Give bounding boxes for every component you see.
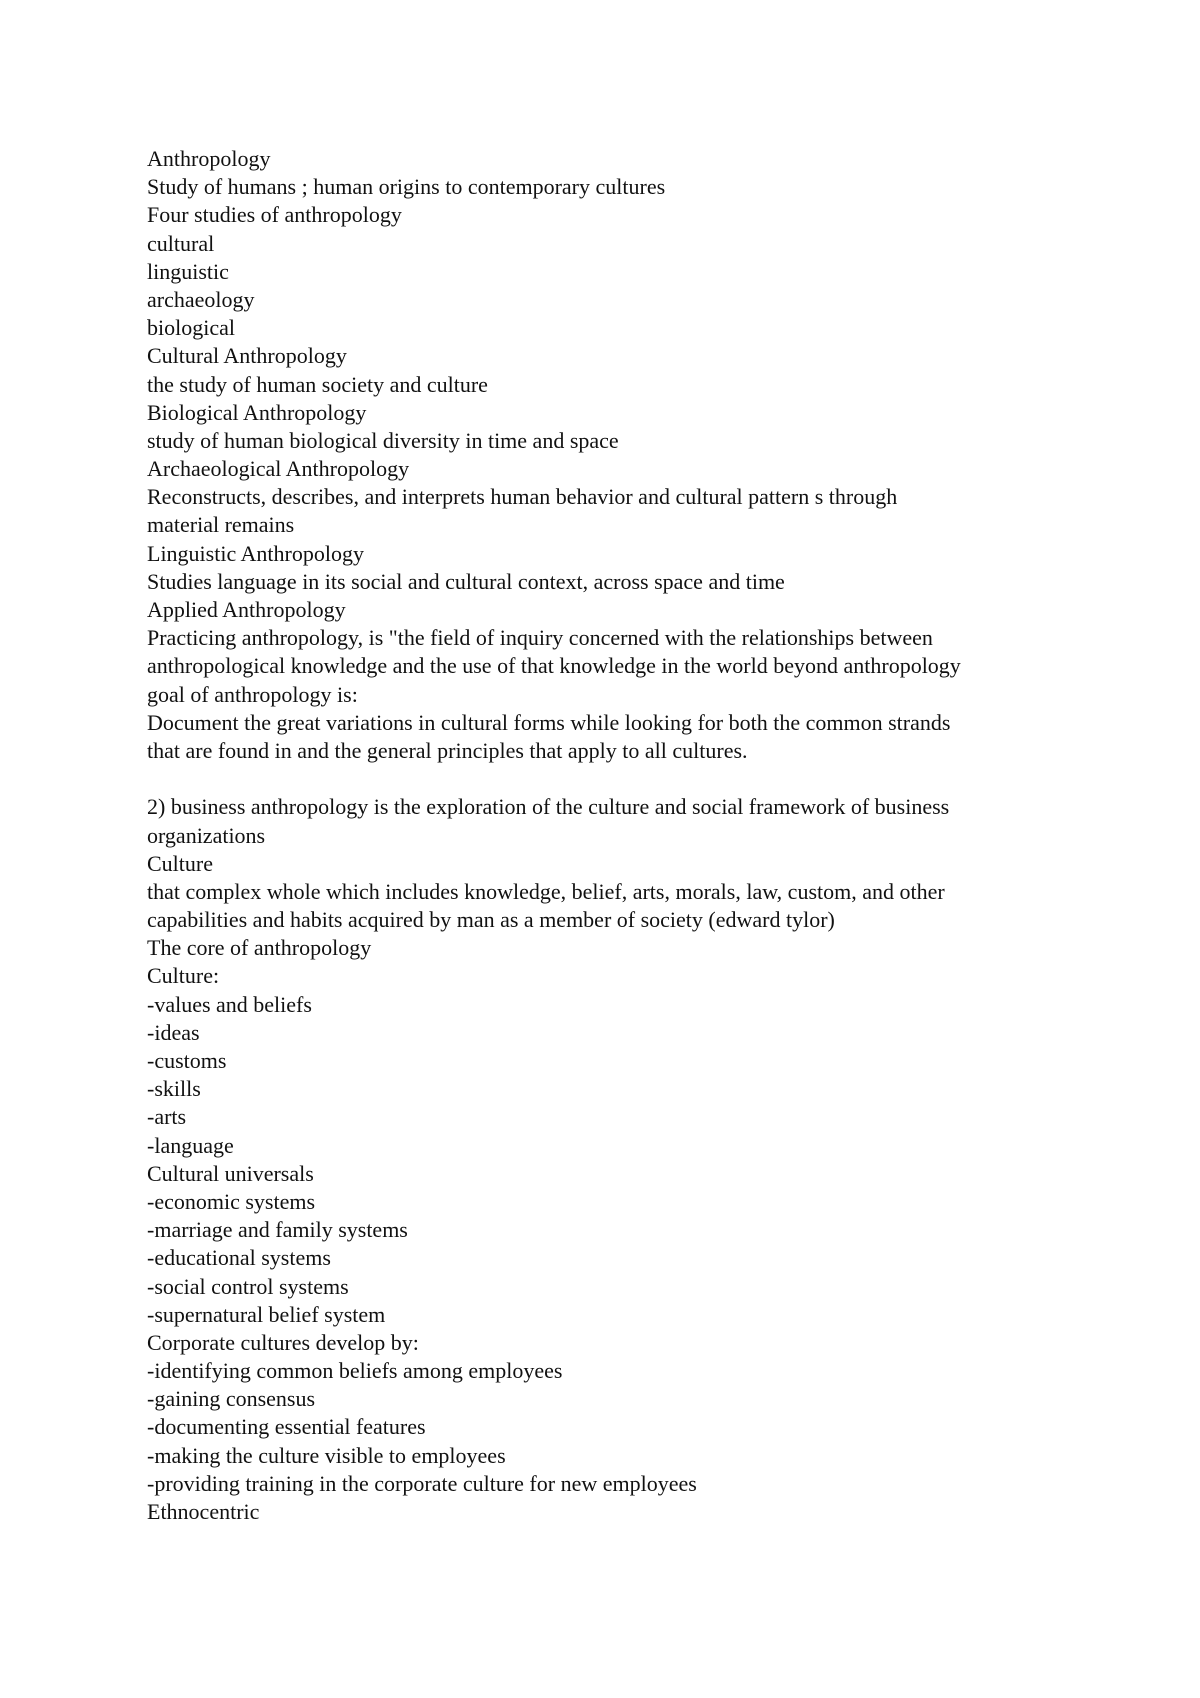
text-line: Archaeological Anthropology	[147, 456, 410, 482]
text-line: Reconstructs, describes, and interprets human behavior and cultural pattern s through	[147, 484, 898, 510]
text-line: Document the great variations in cultural forms while looking for both the common strands	[147, 709, 951, 735]
text-line: -social control systems	[147, 1273, 349, 1299]
text-line: -identifying common beliefs among employees	[147, 1358, 563, 1384]
text-line: archaeology	[147, 286, 255, 312]
text-line: Culture:	[147, 963, 220, 989]
text-line: Anthropology	[147, 146, 271, 171]
document-body	[147, 145, 1107, 1526]
text-line: linguistic	[147, 258, 229, 284]
text-line: goal of anthropology is:	[147, 681, 358, 707]
text-line: Culture	[147, 850, 213, 876]
text-line: Practicing anthropology, is "the field of inquiry concerned with the relationships between	[147, 625, 933, 651]
text-line: -arts	[147, 1104, 187, 1130]
text-line: Cultural universals	[147, 1160, 314, 1186]
text-line: cultural	[147, 230, 215, 256]
text-line: Linguistic Anthropology	[147, 540, 364, 566]
text-line: -making the culture visible to employees	[147, 1442, 506, 1468]
text-line: -customs	[147, 1048, 227, 1073]
text-line: Four studies of anthropology	[147, 202, 402, 228]
text-line: -ideas	[147, 1019, 200, 1045]
text-line: -marriage and family systems	[147, 1217, 408, 1243]
text-line: The core of anthropology	[147, 935, 372, 961]
text-line: -language	[147, 1132, 234, 1158]
blank-line	[147, 765, 1107, 793]
text-line: organizations	[147, 822, 266, 848]
text-line: Biological Anthropology	[147, 399, 367, 425]
text-line: Applied Anthropology	[147, 597, 346, 622]
text-line: biological	[147, 315, 235, 341]
text-line: -gaining consensus	[147, 1386, 316, 1412]
text-line: the study of human society and culture	[147, 371, 488, 397]
text-line: Cultural Anthropology	[147, 343, 347, 369]
text-line: Ethnocentric	[147, 1499, 260, 1524]
text-line: study of human biological diversity in time and space	[147, 427, 619, 453]
text-line: capabilities and habits acquired by man as a member of society (edward tylor)	[147, 907, 835, 933]
text-line: -values and beliefs	[147, 991, 312, 1017]
text-line: Study of humans ; human origins to contemporary cultures	[147, 174, 666, 200]
text-line: -educational systems	[147, 1245, 331, 1271]
text-line: -supernatural belief system	[147, 1301, 386, 1327]
text-line: anthropological knowledge and the use of that knowledge in the world beyond anthropology	[147, 653, 961, 679]
text-line: that complex whole which includes knowledge, belief, arts, morals, law, custom, and other	[147, 878, 945, 904]
text-line: -economic systems	[147, 1188, 316, 1214]
text-line: -documenting essential features	[147, 1414, 426, 1440]
text-line: 2) business anthropology is the exploration of the culture and social framework of business	[147, 794, 950, 820]
text-line: Studies language in its social and cultural context, across space and time	[147, 568, 785, 594]
text-line: that are found in and the general principles that apply to all cultures.	[147, 737, 748, 763]
text-line: Corporate cultures develop by:	[147, 1329, 419, 1355]
text-line: -skills	[147, 1076, 201, 1102]
text-line: -providing training in the corporate culture for new employees	[147, 1470, 697, 1496]
text-line: material remains	[147, 512, 295, 538]
